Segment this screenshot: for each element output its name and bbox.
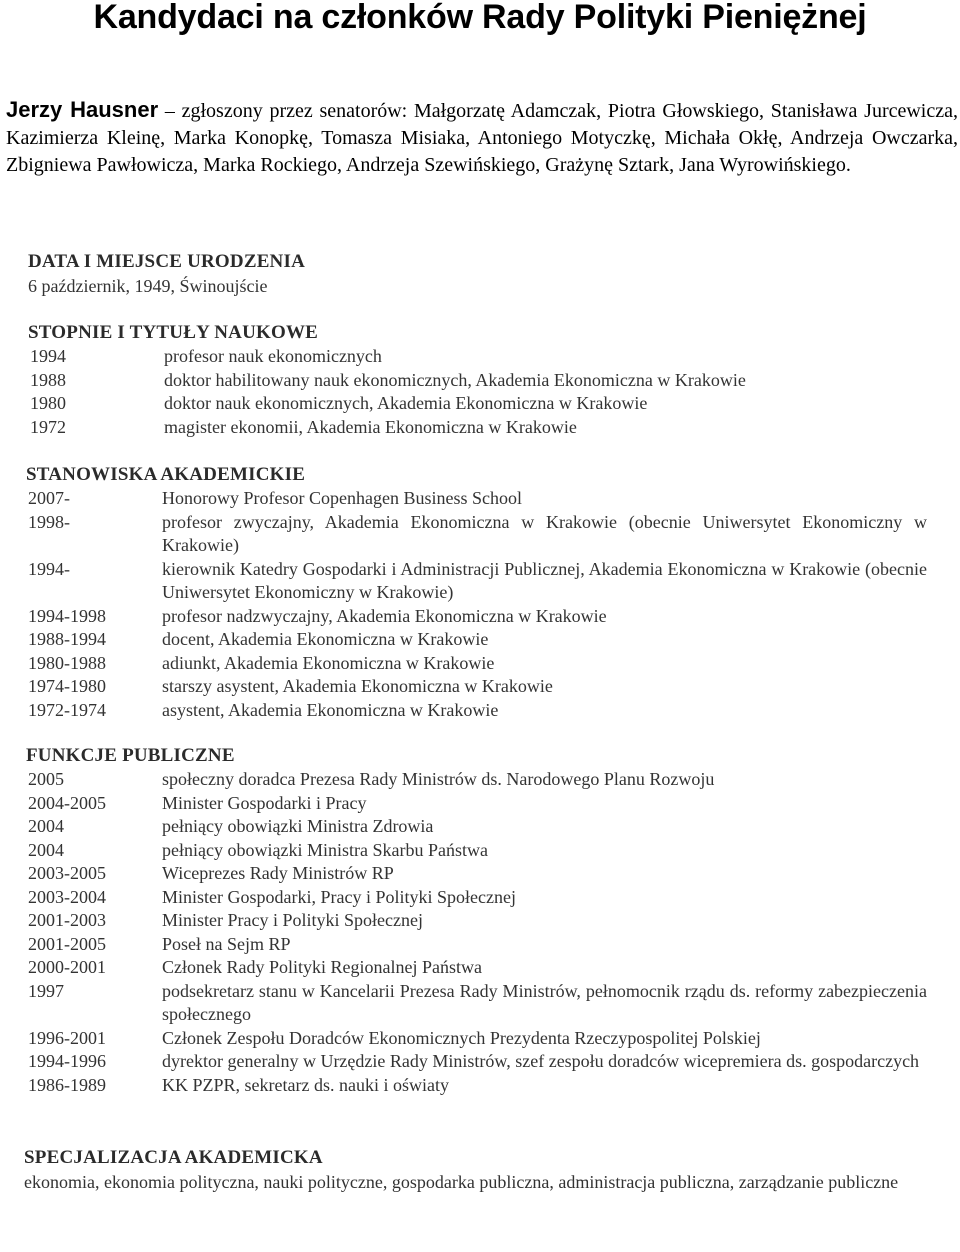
candidate-intro bbox=[6, 96, 958, 179]
row-year: 2003-2005 bbox=[28, 863, 106, 883]
row-description: Minister Gospodarki i Pracy bbox=[162, 792, 367, 813]
row-year: 1972 bbox=[30, 416, 66, 437]
row-description: podsekretarz stanu w Kancelarii Prezesa Rady Ministrów, pełnomocnik rządu ds. reformy zabezpieczenia społecznego bbox=[162, 980, 927, 1024]
row-year: 2005 bbox=[28, 769, 64, 789]
cv-row bbox=[26, 980, 931, 1027]
row-description: KK PZPR, sekretarz ds. nauki i oświaty bbox=[162, 1074, 449, 1095]
row-description: Minister Gospodarki, Pracy i Polityki Społecznej bbox=[162, 886, 516, 907]
row-description: Honorowy Profesor Copenhagen Business School bbox=[162, 488, 522, 508]
cv-row bbox=[26, 558, 931, 605]
row-description: dyrektor generalny w Urzędzie Rady Ministrów, szef zespołu doradców wicepremiera ds. gospodarczych bbox=[162, 1051, 920, 1071]
cv-row bbox=[26, 862, 931, 886]
row-description: Poseł na Sejm RP bbox=[162, 933, 291, 954]
row-year: 2004-2005 bbox=[28, 792, 106, 813]
row-year: 2004 bbox=[28, 816, 64, 836]
cv-row bbox=[26, 933, 931, 957]
row-description: Minister Pracy i Polityki Społecznej bbox=[162, 910, 423, 930]
cv-row bbox=[26, 511, 931, 558]
row-description: Członek Zespołu Doradców Ekonomicznych Prezydenta Rzeczypospolitej Polskiej bbox=[162, 1027, 761, 1048]
section-heading: DATA I MIEJSCE URODZENIA bbox=[28, 251, 305, 272]
row-description: adiunkt, Akademia Ekonomiczna w Krakowie bbox=[162, 652, 495, 673]
row-year: 1994-1996 bbox=[28, 1051, 106, 1071]
candidate-name: Jerzy Hausner bbox=[6, 97, 159, 122]
cv-row bbox=[26, 909, 931, 933]
row-year: 2001-2005 bbox=[28, 933, 106, 954]
cv-row bbox=[28, 345, 928, 369]
row-year: 1988-1994 bbox=[28, 629, 106, 649]
row-year: 1980-1988 bbox=[28, 652, 106, 673]
row-description: starszy asystent, Akademia Ekonomiczna w Krakowie bbox=[162, 676, 553, 696]
cv-row bbox=[26, 605, 931, 629]
cv-row bbox=[26, 768, 931, 792]
page-title: Kandydaci na członków Rady Polityki Pieniężnej bbox=[93, 0, 867, 36]
row-year: 1974-1980 bbox=[28, 676, 106, 696]
row-year: 1988 bbox=[30, 369, 66, 390]
birth-section bbox=[28, 250, 305, 298]
section-heading: SPECJALIZACJA AKADEMICKA bbox=[24, 1147, 323, 1168]
cv-row bbox=[26, 792, 931, 816]
birth-value: 6 październik, 1949, Świnoujście bbox=[28, 276, 268, 296]
specialization-section bbox=[24, 1146, 929, 1194]
cv-row bbox=[26, 886, 931, 910]
row-year: 1994 bbox=[30, 346, 66, 366]
row-description: społeczny doradca Prezesa Rady Ministrów ds. Narodowego Planu Rozwoju bbox=[162, 769, 715, 789]
row-year: 2001-2003 bbox=[28, 910, 106, 930]
cv-row bbox=[26, 1074, 931, 1098]
row-description: profesor nauk ekonomicznych bbox=[164, 346, 382, 366]
row-year: 1997 bbox=[28, 980, 64, 1001]
row-year: 1994- bbox=[28, 558, 70, 579]
cv-row bbox=[26, 839, 931, 863]
row-year: 2000-2001 bbox=[28, 957, 106, 977]
cv-row bbox=[26, 699, 931, 723]
row-description: doktor habilitowany nauk ekonomicznych, Akademia Ekonomiczna w Krakowie bbox=[164, 369, 746, 390]
row-description: doktor nauk ekonomicznych, Akademia Ekonomiczna w Krakowie bbox=[164, 393, 648, 413]
specialization-value: ekonomia, ekonomia polityczna, nauki polityczne, gospodarka publiczna, administracja publiczna, zarządzanie publiczne bbox=[24, 1172, 899, 1192]
section-heading: STANOWISKA AKADEMICKIE bbox=[26, 464, 306, 485]
academic-positions-section bbox=[26, 463, 931, 722]
degrees-section bbox=[28, 321, 928, 439]
row-description: Wiceprezes Rady Ministrów RP bbox=[162, 863, 394, 883]
cv-row bbox=[26, 815, 931, 839]
cv-row bbox=[28, 369, 928, 393]
row-year: 2007- bbox=[28, 488, 70, 508]
row-year: 2003-2004 bbox=[28, 886, 106, 907]
row-year: 1986-1989 bbox=[28, 1074, 106, 1095]
section-heading: STOPNIE I TYTUŁY NAUKOWE bbox=[28, 322, 319, 343]
row-year: 1998- bbox=[28, 511, 70, 532]
cv-row bbox=[28, 392, 928, 416]
row-description: kierownik Katedry Gospodarki i Administracji Publicznej, Akademia Ekonomiczna w Krakowie (obecnie Uniwersytet Ekonomiczny w Krakowie) bbox=[162, 558, 927, 602]
cv-row bbox=[26, 652, 931, 676]
cv-row bbox=[26, 956, 931, 980]
row-year: 2004 bbox=[28, 839, 64, 860]
row-description: Członek Rady Polityki Regionalnej Państwa bbox=[162, 957, 482, 977]
public-functions-section bbox=[26, 744, 931, 1097]
cv-row bbox=[26, 628, 931, 652]
row-description: profesor nadzwyczajny, Akademia Ekonomiczna w Krakowie bbox=[162, 605, 607, 626]
row-year: 1994-1998 bbox=[28, 605, 106, 626]
cv-row bbox=[26, 675, 931, 699]
row-description: profesor zwyczajny, Akademia Ekonomiczna w Krakowie (obecnie Uniwersytet Ekonomiczny w Krakowie) bbox=[162, 511, 927, 555]
row-description: magister ekonomii, Akademia Ekonomiczna w Krakowie bbox=[164, 416, 577, 437]
cv-row bbox=[26, 487, 931, 511]
row-year: 1980 bbox=[30, 393, 66, 413]
row-description: asystent, Akademia Ekonomiczna w Krakowie bbox=[162, 699, 499, 720]
nomination-text: – zgłoszony przez senatorów: Małgorzatę Adamczak, Piotra Głowskiego, Stanisława Jurcewicza, Kazimierza Kleinę, Marka Konopkę, Tomasza Misiaka, Antoniego Motyczkę, Michała Okłę, Andrzeja Owczarka, Zbigniewa Pawłowicza, Marka Rockiego, Andrzeja Szewińskiego, Grażynę Sztark, Jana Wyrowińskiego. bbox=[6, 100, 958, 176]
cv-row bbox=[26, 1027, 931, 1051]
row-year: 1996-2001 bbox=[28, 1027, 106, 1048]
row-year: 1972-1974 bbox=[28, 699, 106, 720]
row-description: pełniący obowiązki Ministra Skarbu Państwa bbox=[162, 839, 488, 860]
cv-row bbox=[28, 416, 928, 440]
cv-row bbox=[26, 1050, 931, 1074]
section-heading: FUNKCJE PUBLICZNE bbox=[26, 745, 235, 766]
row-description: docent, Akademia Ekonomiczna w Krakowie bbox=[162, 629, 489, 649]
row-description: pełniący obowiązki Ministra Zdrowia bbox=[162, 816, 434, 836]
